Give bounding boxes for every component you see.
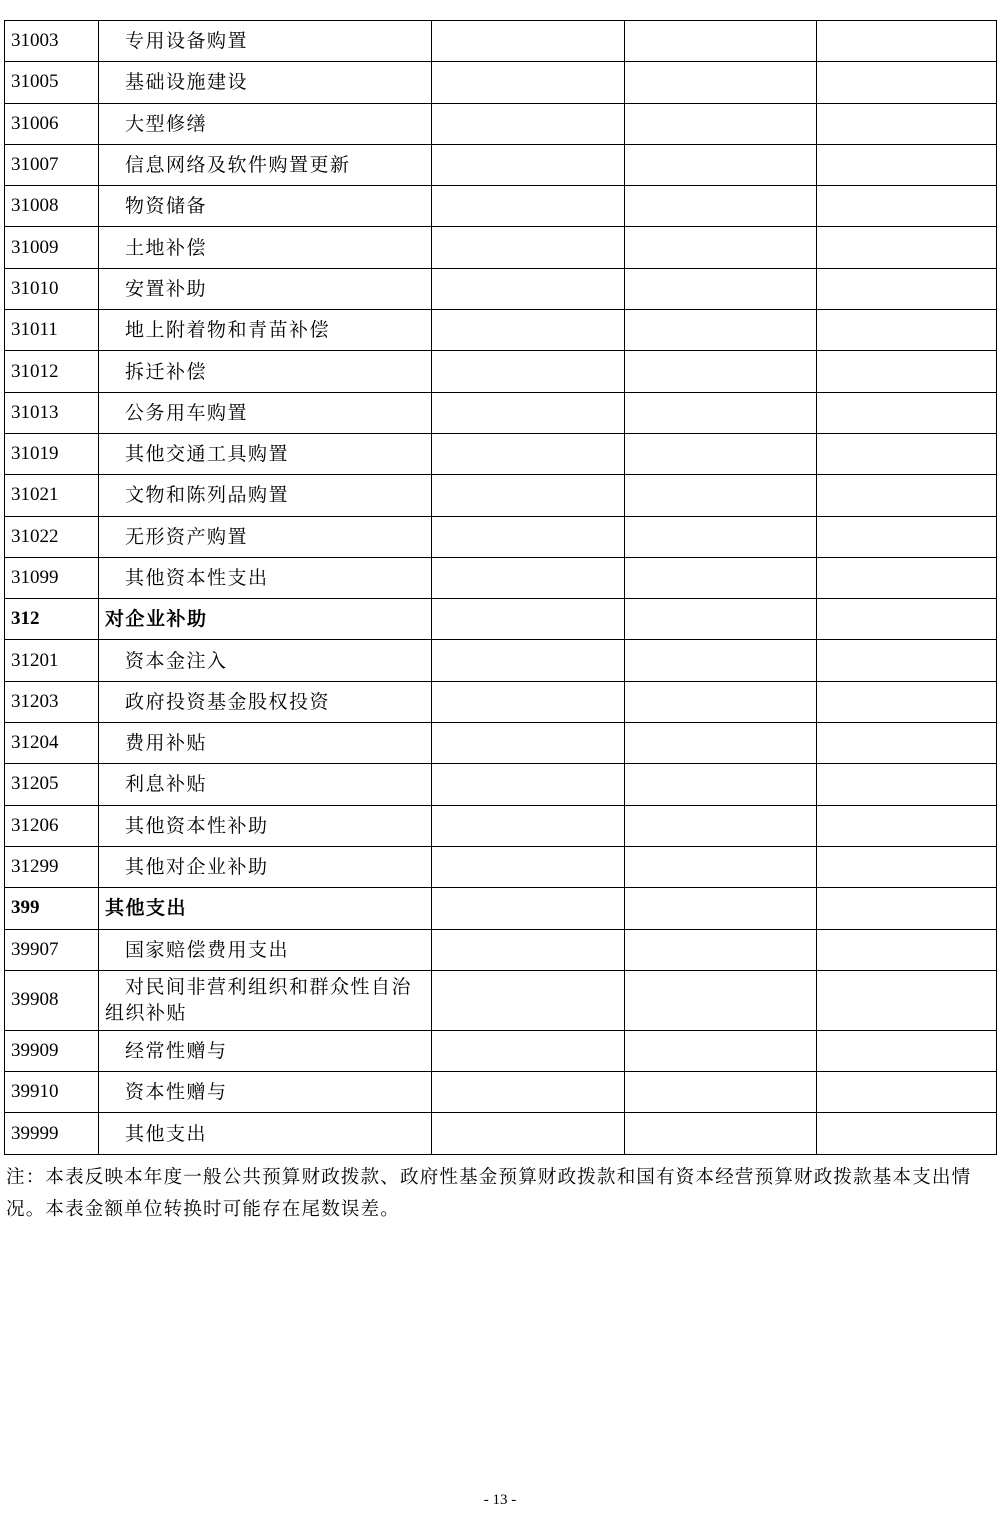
row-amount-cell	[432, 805, 625, 846]
table-row	[5, 268, 997, 309]
row-amount-cell	[432, 475, 625, 516]
row-amount-cell	[817, 1072, 997, 1113]
row-name	[99, 681, 432, 722]
table-row	[5, 640, 997, 681]
row-name-text: 其他资本性支出	[125, 567, 269, 589]
table-row	[5, 516, 997, 557]
page-number: - 13 -	[483, 1492, 517, 1508]
row-amount-cell	[817, 599, 997, 640]
row-amount-cell	[817, 1030, 997, 1071]
row-amount-cell	[817, 764, 997, 805]
row-amount-cell	[432, 186, 625, 227]
table-row	[5, 1113, 997, 1154]
table-row	[5, 392, 997, 433]
row-name	[99, 227, 432, 268]
table-note: 注：本表反映本年度一般公共预算财政拨款、政府性基金预算财政拨款和国有资本经营预算财政拨款基本支出情况。本表金额单位转换时可能存在尾数误差。	[6, 1167, 972, 1220]
table-row	[5, 805, 997, 846]
row-name	[99, 21, 432, 62]
table-row	[5, 310, 997, 351]
row-amount-cell	[432, 351, 625, 392]
row-name	[99, 310, 432, 351]
table-row	[5, 144, 997, 185]
row-code: 39910	[5, 1072, 99, 1113]
row-amount-cell	[625, 888, 817, 929]
row-name	[99, 557, 432, 598]
row-amount-cell	[432, 888, 625, 929]
row-name	[99, 144, 432, 185]
table-body	[5, 21, 997, 1155]
row-name-text: 其他对企业补助	[125, 856, 269, 879]
row-name-text: 专用设备购置	[125, 30, 249, 53]
row-name-text: 土地补偿	[125, 236, 208, 259]
row-name-text: 信息网络及软件购置更新	[125, 154, 351, 177]
row-name	[99, 392, 432, 433]
row-amount-cell	[432, 392, 625, 433]
row-amount-cell	[432, 62, 625, 103]
row-name-text: 政府投资基金股权投资	[125, 690, 331, 713]
row-amount-cell	[625, 268, 817, 309]
row-amount-cell	[625, 103, 817, 144]
row-name-text: 物资储备	[125, 195, 208, 218]
row-amount-cell	[625, 1030, 817, 1071]
row-name-text: 公务用车购置	[125, 401, 249, 424]
row-name	[99, 62, 432, 103]
row-name-text: 其他支出	[105, 897, 188, 920]
row-code: 31010	[5, 268, 99, 309]
row-code: 39999	[5, 1113, 99, 1154]
row-amount-cell	[817, 62, 997, 103]
row-name	[99, 764, 432, 805]
row-code: 31299	[5, 846, 99, 887]
row-amount-cell	[817, 888, 997, 929]
row-amount-cell	[432, 970, 625, 1030]
row-amount-cell	[625, 846, 817, 887]
row-name	[99, 351, 432, 392]
row-name-text: 对企业补助	[105, 608, 208, 631]
row-amount-cell	[625, 433, 817, 474]
row-amount-cell	[432, 1072, 625, 1113]
row-amount-cell	[817, 516, 997, 557]
row-amount-cell	[625, 681, 817, 722]
row-name-text: 其他资本性补助	[125, 814, 269, 837]
row-amount-cell	[625, 62, 817, 103]
table-row	[5, 351, 997, 392]
row-code: 31003	[5, 21, 99, 62]
row-amount-cell	[432, 1030, 625, 1071]
table-row	[5, 557, 997, 598]
row-name-line1: 对民间非营利组织和群众性自治	[125, 976, 413, 999]
row-amount-cell	[432, 103, 625, 144]
row-name	[99, 640, 432, 681]
row-amount-cell	[625, 640, 817, 681]
row-name	[99, 929, 432, 970]
row-amount-cell	[817, 640, 997, 681]
row-name-text: 基础设施建设	[125, 71, 249, 94]
row-amount-cell	[817, 557, 997, 598]
row-code: 31206	[5, 805, 99, 846]
row-amount-cell	[432, 433, 625, 474]
row-amount-cell	[817, 929, 997, 970]
row-amount-cell	[817, 475, 997, 516]
row-name	[99, 1030, 432, 1071]
row-name	[99, 103, 432, 144]
row-name-text: 无形资产购置	[125, 525, 249, 548]
row-amount-cell	[625, 516, 817, 557]
row-amount-cell	[817, 681, 997, 722]
table-row	[5, 846, 997, 887]
row-amount-cell	[817, 186, 997, 227]
row-amount-cell	[625, 929, 817, 970]
row-amount-cell	[625, 351, 817, 392]
row-code: 31012	[5, 351, 99, 392]
row-amount-cell	[432, 599, 625, 640]
row-name-text: 利息补贴	[125, 773, 208, 796]
row-amount-cell	[817, 805, 997, 846]
row-amount-cell	[817, 227, 997, 268]
row-amount-cell	[817, 103, 997, 144]
row-code: 39907	[5, 929, 99, 970]
row-name-text: 费用补贴	[125, 732, 208, 755]
row-code: 31099	[5, 557, 99, 598]
row-amount-cell	[432, 681, 625, 722]
table-group-row	[5, 599, 997, 640]
row-amount-cell	[625, 227, 817, 268]
row-amount-cell	[817, 433, 997, 474]
row-code: 31019	[5, 433, 99, 474]
row-name-text: 资本金注入	[125, 649, 228, 672]
row-name	[99, 186, 432, 227]
row-name	[99, 475, 432, 516]
row-name	[99, 599, 432, 640]
row-amount-cell	[817, 351, 997, 392]
row-amount-cell	[625, 475, 817, 516]
row-name	[99, 846, 432, 887]
row-code: 31011	[5, 310, 99, 351]
row-amount-cell	[817, 310, 997, 351]
row-amount-cell	[625, 764, 817, 805]
row-amount-cell	[625, 1113, 817, 1154]
row-amount-cell	[432, 268, 625, 309]
row-name	[99, 1113, 432, 1154]
row-name	[99, 268, 432, 309]
row-code: 31005	[5, 62, 99, 103]
row-name	[99, 970, 432, 1030]
table-row	[5, 764, 997, 805]
table-row	[5, 433, 997, 474]
row-amount-cell	[625, 1072, 817, 1113]
budget-table	[4, 20, 997, 1155]
row-amount-cell	[625, 557, 817, 598]
row-name	[99, 516, 432, 557]
row-amount-cell	[817, 268, 997, 309]
row-amount-cell	[817, 392, 997, 433]
row-amount-cell	[432, 640, 625, 681]
row-code: 31022	[5, 516, 99, 557]
row-amount-cell	[625, 21, 817, 62]
row-name	[99, 433, 432, 474]
row-name	[99, 723, 432, 764]
row-amount-cell	[432, 516, 625, 557]
table-row	[5, 1030, 997, 1071]
table-row	[5, 103, 997, 144]
row-code: 31021	[5, 475, 99, 516]
row-amount-cell	[432, 929, 625, 970]
row-amount-cell	[432, 310, 625, 351]
row-name-text: 资本性赠与	[125, 1081, 228, 1104]
row-amount-cell	[432, 1113, 625, 1154]
row-name-line2: 组织补贴	[105, 1002, 188, 1025]
row-code: 31201	[5, 640, 99, 681]
row-name-text: 拆迁补偿	[125, 360, 208, 383]
row-amount-cell	[817, 21, 997, 62]
row-name-text: 其他交通工具购置	[125, 443, 290, 466]
row-amount-cell	[625, 599, 817, 640]
row-name-text: 地上附着物和青苗补偿	[125, 319, 331, 342]
row-amount-cell	[432, 144, 625, 185]
row-name-text: 国家赔偿费用支出	[125, 938, 290, 961]
row-amount-cell	[432, 723, 625, 764]
table-row	[5, 186, 997, 227]
row-amount-cell	[817, 1113, 997, 1154]
row-code: 31203	[5, 681, 99, 722]
table-row	[5, 970, 997, 1030]
row-amount-cell	[432, 21, 625, 62]
row-amount-cell	[625, 144, 817, 185]
row-name-text: 安置补助	[125, 277, 208, 300]
row-code: 399	[5, 888, 99, 929]
table-row	[5, 227, 997, 268]
row-amount-cell	[625, 310, 817, 351]
row-code: 31008	[5, 186, 99, 227]
row-amount-cell	[432, 764, 625, 805]
table-row	[5, 21, 997, 62]
table-row	[5, 62, 997, 103]
row-code: 31013	[5, 392, 99, 433]
table-row	[5, 475, 997, 516]
table-row	[5, 723, 997, 764]
row-code: 39908	[5, 970, 99, 1030]
row-name-text: 其他支出	[125, 1122, 208, 1145]
table-row	[5, 929, 997, 970]
row-name-text: 大型修缮	[125, 112, 208, 135]
row-amount-cell	[625, 970, 817, 1030]
row-code: 31006	[5, 103, 99, 144]
row-amount-cell	[625, 723, 817, 764]
row-amount-cell	[625, 186, 817, 227]
row-amount-cell	[817, 723, 997, 764]
row-amount-cell	[432, 227, 625, 268]
row-name-text: 文物和陈列品购置	[125, 484, 290, 507]
row-name-text: 经常性赠与	[125, 1039, 228, 1062]
table-group-row	[5, 888, 997, 929]
row-code: 31204	[5, 723, 99, 764]
table-row	[5, 1072, 997, 1113]
row-amount-cell	[432, 846, 625, 887]
row-name	[99, 805, 432, 846]
row-amount-cell	[432, 557, 625, 598]
row-code: 31205	[5, 764, 99, 805]
row-code: 39909	[5, 1030, 99, 1071]
row-amount-cell	[625, 805, 817, 846]
row-amount-cell	[817, 970, 997, 1030]
table-row	[5, 681, 997, 722]
row-name	[99, 888, 432, 929]
row-amount-cell	[817, 144, 997, 185]
row-code: 31009	[5, 227, 99, 268]
row-code: 312	[5, 599, 99, 640]
row-amount-cell	[625, 392, 817, 433]
row-code: 31007	[5, 144, 99, 185]
row-amount-cell	[817, 846, 997, 887]
row-name	[99, 1072, 432, 1113]
